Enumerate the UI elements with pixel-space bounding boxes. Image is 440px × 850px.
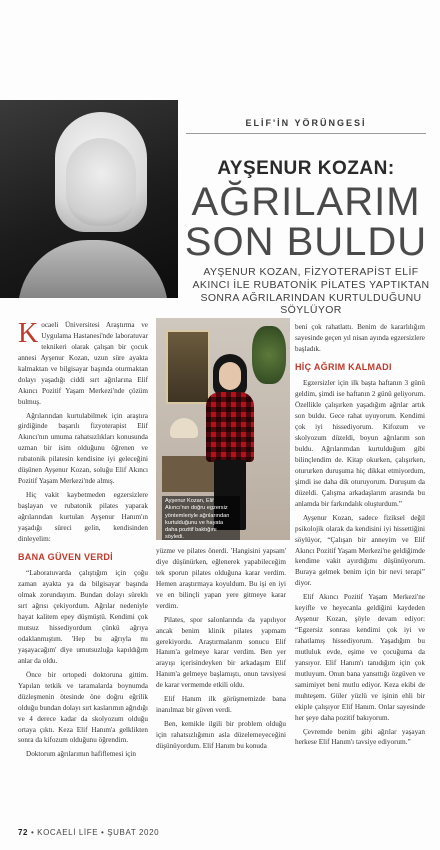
- person-face: [219, 362, 241, 390]
- section-kicker: ELİF'İN YÖRÜNGESİ: [245, 118, 367, 128]
- article-person-name: AYŞENUR KOZAN:: [217, 158, 395, 179]
- text-column-middle: [156, 546, 286, 755]
- paragraph: Ben, kemikle ilgili bir problem olduğu için rahatsızlığımın asla düzelemeyeceğini düşünüyordum. Elif Hanım bu konuda: [156, 720, 286, 750]
- plant-decor: [252, 326, 286, 384]
- article-headline-line1: AĞRILARIM: [191, 180, 421, 224]
- kicker-divider: [186, 133, 426, 134]
- side-table: [162, 456, 214, 492]
- footer-separator: •: [30, 828, 35, 837]
- article-subtitle: AYŞENUR KOZAN, FİZYOTERAPİST ELİF AKINCI İLE RUBATONİK PİLATES YAPTIKTAN SONRA AĞRILARINDAN KURTULDUĞUNU SÖYLÜYOR: [192, 266, 430, 317]
- article-photo: [156, 318, 290, 540]
- paragraph: Pilates, spor salonlarında da yapılıyor ancak benim klinik pilates yapmam gerekiyordu. Araştırmalarım sonucu Elif Hanım'a gelmeye karar verdim. Ben yer arayışı içerisindeyken bir arkadaşım Elif Hanım'a gelmeye başlamıştı, onun tavsiyesi de karar vermemde etkili oldu.: [156, 615, 286, 690]
- portrait-shoulders: [18, 240, 168, 298]
- plaid-shirt: [206, 392, 254, 462]
- portrait-face: [66, 138, 136, 226]
- wall-painting: [166, 330, 210, 404]
- paragraph: Ayşenur Kozan, sadece fiziksel değil psikolojik olarak da kendisini iyi hissettiğini söylüyor, “Çalışan bir anneyim ve Elif Akıncı Pozitif Yaşam Merkezi'ne geldiğimde kendime vakit ayırdığımı düşünüyorum. Buraya gelmek benim için bir nevi terapi” diyor.: [295, 513, 425, 588]
- page-footer: [18, 828, 318, 837]
- lamp-decor: [170, 418, 198, 438]
- paragraph: Elif Hanım ilk görüşmemizde bana inanılmaz bir güven verdi.: [156, 695, 286, 715]
- paragraph: Egzersizler için ilk başta haftanın 3 günü geldim, şimdi ise haftanın 2 günü geliyorum. Özellikle çalışırken yaşadığım ağrılar artık son buldu. Gece rahat uyuyorum. Kendimi çok iyi hissediyorum. Kifozum ve skolyozum düzeldi, boyun ağrılarım son buldu. Ağrılarımdan kurtulduğum gibi bilinçlendim de. Kitap okurken, çalışırken, otururken duruşuma hiç dikkat etmiyordum, şimdi ise daha dik oturuyorum. Duruşum da düzeldi. Çalışma arkadaşlarım arasında bu anlamda bir farkındalık oluşturdum.”: [295, 379, 425, 508]
- text-column-right: [295, 322, 425, 751]
- article-headline-line2: SON BULDU: [184, 220, 428, 264]
- paragraph: Elif Akıncı Pozitif Yaşam Merkezi'ne keyifle ve heyecanla geldiğini kaydeden Ayşenur Kozan, şöyle devam ediyor: “Egzersiz sonrası kendimi çok iyi ve rahatlamış hissediyorum. Yaşadığım bu mutluluk evde, eşime ve çocuğuma da yansıyor. Elif Hanım'ı tanıdığım için çok mutluyum. Onun bana yansıttığı özgüven ve samimiyet beni mutlu ediyor. Keza ekibi de muhteşem. Güler yüzlü ve işinin ehli bir ekiple çalışıyor Elif Hanım. Onlar sayesinde her şeye daha pozitif bakıyorum.: [295, 593, 425, 722]
- paragraph: Ağrılarından kurtulabilmek için araştıra girdiğinde başarılı fizyoterapist Elif Akıncı'nın umuma rahatsızlıkları konusunda uzman bir isim olduğunu öğrenen ve rubatonik pilatesin kendisine iyi geleceğini düşünen Ayşenur Kozan, soluğu Elif Akıncı Pozitif Yaşam Merkezi'nde almış.: [18, 411, 148, 486]
- paragraph: Doktorum ağrılarımın hafiflemesi için: [26, 750, 136, 759]
- issue-date: • ŞUBAT 2020: [101, 828, 160, 837]
- drop-cap: K: [18, 318, 39, 349]
- intro-paragraph: [18, 320, 148, 408]
- page-number: 72: [18, 828, 29, 837]
- portrait-photo: [0, 100, 178, 298]
- magazine-name: KOCAELİ LİFE: [37, 828, 99, 837]
- subheading-no-pain: HİÇ AĞRIM KALMADI: [295, 361, 392, 372]
- paragraph: Çevremde benim gibi ağrılar yaşayan herkese Elif Hanım'ı tavsiye ediyorum.”: [295, 727, 425, 747]
- paragraph: “Laboratuvarda çalıştığım için çoğu zaman ayakta ya da bilgisayar başında olmak zorundayım. Bundan dolayı süreklı sırt ağrısı çekiyordum. Ağrılar nedeniyle hayat kalitem epey düşmüştü. Kendimi çok mutsuz hissediyordum çünkü ağrıya odaklanmıştım. 'Hep bu ağrıyla mı yaşayacağım' diye umutsuzluğa kapıldığım anlar da oldu.: [18, 569, 148, 665]
- paragraph: Önce bir ortopedi doktoruna gittim. Yapılan tetkik ve taramalarda boynumda düzleşmenin ötesinde öne doğru eğrilik olduğu bundan dolayı sırt kaslarımın ağrıdığı ve 4 derece kadar da skolyozum olduğu ortaya çıktı. Keza Elif Hanım'a gelklikten sonra da kifozum olduğunu öğrendim.: [18, 670, 148, 745]
- paragraph: yüzme ve pilates önerdi. 'Hangisini yapsam' diye düşünürken, eğlenerek yapabileceğim tek sporun pilates olduğuna karar verdim. Hemen araştırmaya koyuldum. Bu işi en iyi ve en bilinçli yapan yere gitmeye karar verdim.: [156, 547, 286, 610]
- photo-caption: Ayşenur Kozan, Elif Akıncı'nın doğru egzersiz yöntemleriyle ağrılarından kurtulduğunu ve hayata daha pozitif baktığını söyledi.: [162, 496, 240, 540]
- paragraph: Hiç vakit kaybetmeden egzersizlere başlayan ve rubatonik pilates yaparak ağrılarından kurtulan Ayşenur Hanım'ın yaşadığı süreci gelin, kendisinden dinleyelim:: [18, 491, 148, 543]
- paragraph: beni çok rahatlattı. Benim de kararlılığım sayesinde geçen yıl nisan ayında egzersizlere başladık.: [295, 323, 425, 353]
- text-column-left: [18, 320, 148, 763]
- intro-text: ocaeli Üniversitesi Araştırma ve Uygulama Hastanesi'nde laboratuvar teknikeri olarak çalışan bir çocuk annesi Ayşenur Kozan, uzun süre ayakta kalmaktan ve bilgisayar başında oturmaktan dolayı yaşadığı ciddi sırt ağrılarına Elif Akıncı Pozitif Yaşam Merkezi'nde çözüm bulmuş.: [18, 321, 148, 406]
- subheading-trust: BANA GÜVEN VERDİ: [18, 551, 113, 562]
